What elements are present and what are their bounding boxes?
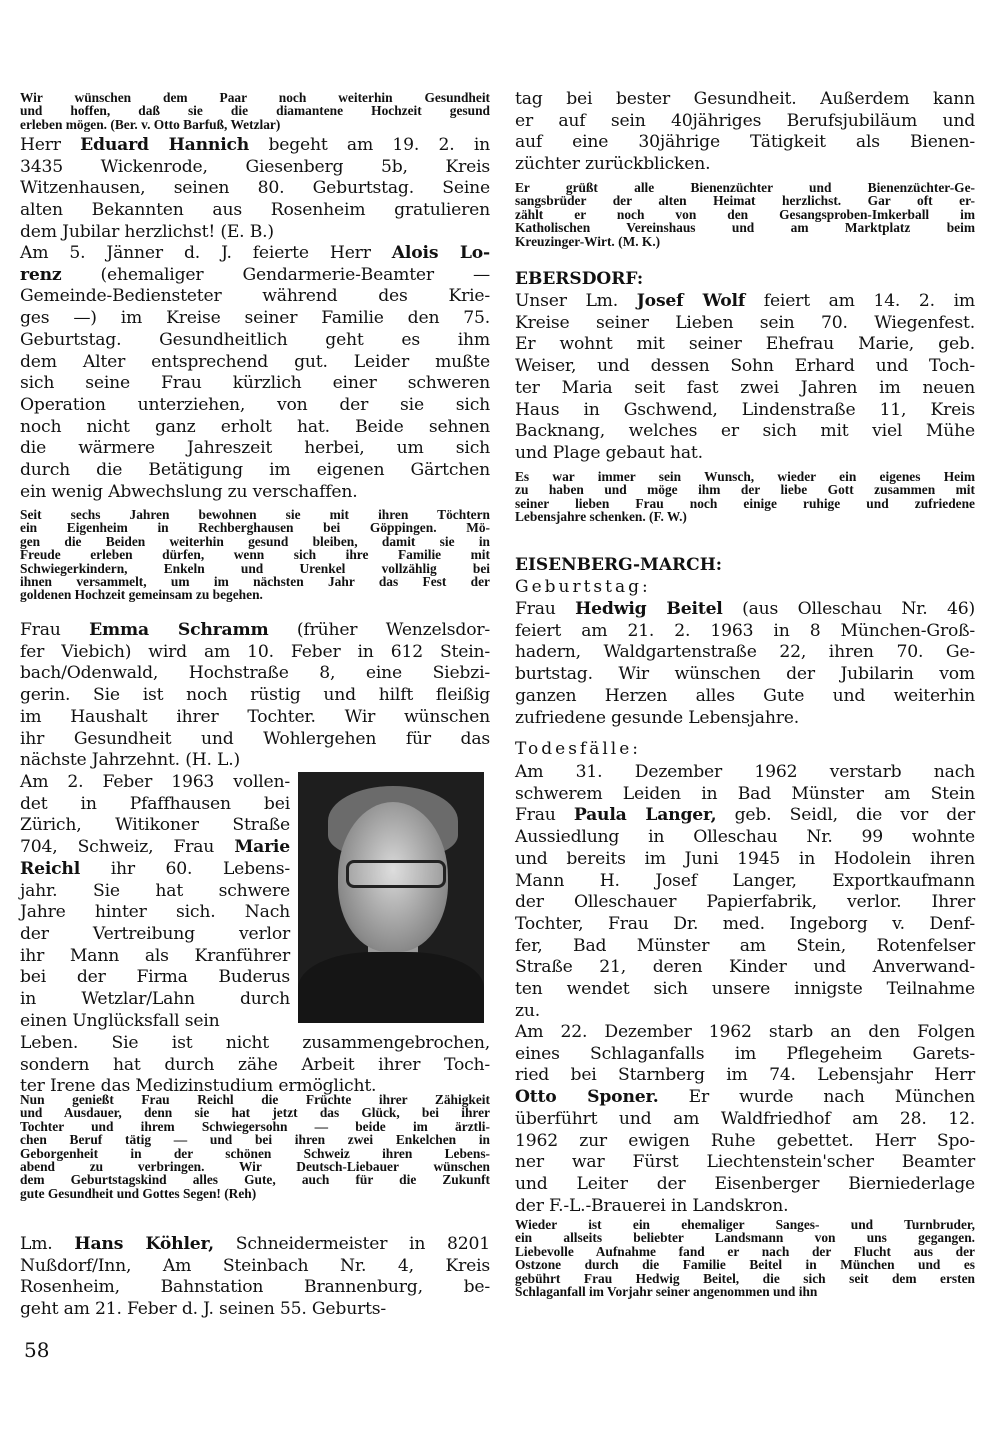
- text-line: [515, 762, 975, 784]
- text-segment: ein Eigenheim in Rechberghausen bei Göppingen. Mö-: [20, 520, 490, 536]
- text-line: [515, 871, 975, 893]
- text-segment: Freude erleben dürfen, wenn sich ihre Familie mit: [20, 547, 490, 563]
- text-line: [515, 1087, 975, 1109]
- text-segment: Zürich, Witikoner Straße: [20, 815, 290, 836]
- text-line: [20, 794, 290, 816]
- text-segment: erleben mögen. (Ber. v. Otto Barfuß, Wetzlar): [20, 116, 281, 132]
- text-line: [20, 620, 490, 642]
- text-line: [515, 181, 975, 194]
- text-line: [515, 111, 975, 133]
- photo-glasses: [346, 860, 446, 888]
- text-line: [515, 1001, 975, 1023]
- paragraph: [20, 620, 490, 772]
- paragraph: [515, 291, 975, 465]
- text-line: [20, 750, 490, 772]
- text-segment: Kreuzinger-Wirt. (M. K.): [515, 233, 661, 249]
- text-line: [515, 1272, 975, 1285]
- text-segment: sich seine Frau kürzlich einer schweren: [20, 373, 490, 394]
- text-line: [20, 1011, 290, 1033]
- text-segment: Lm.: [20, 1234, 75, 1254]
- bold-name: Hans Köhler,: [74, 1234, 214, 1254]
- text-segment: 1962 zur ewigen Ruhe gebettet. Herr Spo-: [515, 1130, 975, 1151]
- text-line: [515, 421, 975, 443]
- text-line: [20, 707, 490, 729]
- text-segment: Mann H. Josef Langer, Exportkaufmann: [515, 870, 975, 891]
- text-line: [515, 356, 975, 378]
- text-segment: Jahre hinter sich. Nach: [20, 902, 290, 923]
- text-line: [515, 827, 975, 849]
- text-segment: ges —) im Kreise seiner Familie den 75.: [20, 308, 490, 329]
- text-segment: gen die Beiden weiterhin gesund bleiben, damit sie in: [20, 533, 490, 549]
- text-segment: feiert am 14. 2. im: [745, 291, 975, 311]
- text-segment: Frau: [515, 805, 574, 826]
- text-segment: der Olleschauer Papierfabrik, verlor. Ihrer: [515, 892, 975, 913]
- text-line: [20, 395, 490, 417]
- text-segment: Er wurde nach München: [658, 1087, 975, 1108]
- text-line: [515, 1022, 975, 1044]
- text-line: [20, 881, 290, 903]
- text-line: [20, 642, 490, 664]
- text-segment: Rosenheim, Bahnstation Brannenburg, be-: [20, 1277, 490, 1298]
- text-segment: Liebevolle Aufnahme fand er nach der Flucht aus der: [515, 1243, 975, 1259]
- text-segment: Haus in Gschwend, Lindenstraße 11, Kreis: [515, 399, 975, 420]
- text-segment: Lebensjahre schenken. (F. W.): [515, 509, 687, 525]
- text-line: [20, 178, 490, 200]
- text-segment: Seit sechs Jahren bewohnen sie mit ihren Töchtern: [20, 507, 490, 522]
- text-line: [20, 157, 490, 179]
- text-segment: Er wohnt mit seiner Ehefrau Marie, geb.: [515, 334, 975, 355]
- text-segment: zufriedene gesunde Lebensjahre.: [515, 707, 799, 728]
- text-line: [20, 521, 490, 534]
- text-segment: Nußdorf/Inn, Am Steinbach Nr. 4, Kreis: [20, 1255, 490, 1276]
- text-line: [20, 859, 290, 881]
- bold-name: Marie: [234, 837, 290, 858]
- text-segment: und hoffen, daß sie die diamantene Hochzeit gesund: [20, 103, 490, 119]
- text-segment: Schwiegerkindern, Enkeln und Urenkel vollzählig bei: [20, 560, 490, 576]
- text-line: [515, 1109, 975, 1131]
- text-segment: geb. Seidl, die vor der: [716, 805, 975, 826]
- text-line: [20, 685, 490, 707]
- text-segment: Leben. Sie ist nicht zusammengebrochen,: [20, 1033, 490, 1053]
- text-line: [515, 599, 975, 621]
- paragraph: [20, 91, 490, 131]
- text-line: [515, 957, 975, 979]
- text-segment: Weiser, und dessen Sohn Erhard und Toch-: [515, 356, 975, 377]
- text-line: [515, 1152, 975, 1174]
- text-line: [515, 221, 975, 234]
- bold-name: Alois Lo-: [391, 243, 490, 263]
- text-segment: Schneidermeister in 8201: [213, 1234, 490, 1254]
- text-segment: Schlaganfall im Vorjahr seiner angenommen und ihn: [515, 1284, 818, 1300]
- text-segment: schwerem Leiden in Bad Münster am Stein: [515, 783, 975, 804]
- text-line: [515, 936, 975, 958]
- text-line: [20, 352, 490, 374]
- text-segment: Frau: [20, 620, 90, 640]
- subsection-heading: [515, 577, 975, 599]
- text-line: [515, 443, 975, 465]
- text-segment: Ostzone durch die Familie Beitel in München und es: [515, 1257, 975, 1273]
- paragraph: [515, 1218, 975, 1298]
- text-line: [20, 815, 290, 837]
- bold-name: renz: [20, 264, 62, 285]
- text-segment: Aussiedlung in Olleschau Nr. 99 wohnte: [515, 827, 975, 848]
- text-segment: und Leiter der Eisenberger Bierniederlage: [515, 1173, 975, 1194]
- text-segment: (aus Olleschau Nr. 46): [722, 599, 976, 619]
- text-line: [20, 1055, 490, 1077]
- text-line: [515, 1044, 975, 1066]
- text-line: [20, 417, 490, 439]
- text-line: [20, 1120, 490, 1133]
- text-segment: Operation unterziehen, von der sie sich: [20, 394, 490, 415]
- text-line: [20, 562, 490, 575]
- bold-name: Reichl: [20, 858, 81, 879]
- text-segment: die wärmere Jahreszeit herbei, um sich: [20, 438, 490, 459]
- text-segment: ihr Mann als Kranführer: [20, 945, 290, 966]
- bold-name: Otto Sponer.: [515, 1087, 659, 1108]
- text-segment: EBERSDORF:: [515, 269, 644, 289]
- text-line: [20, 200, 490, 222]
- paragraph: [20, 1234, 490, 1321]
- paragraph: [20, 135, 490, 244]
- text-line: [20, 1147, 490, 1160]
- text-segment: Tochter und ihrem Schwiegersohn — beide im ärztli-: [20, 1118, 490, 1134]
- text-line: [20, 265, 490, 287]
- text-segment: auf eine 30jährige Tätigkeit als Bienen-: [515, 132, 975, 153]
- text-segment: Wir wünschen dem Paar noch weiterhin Gesundheit: [20, 90, 490, 105]
- text-segment: ter Irene das Medizinstudium ermöglicht.: [20, 1076, 377, 1097]
- text-line: [20, 729, 490, 751]
- text-line: [515, 1131, 975, 1153]
- text-segment: goldenen Hochzeit gemeinsam zu begehen.: [20, 587, 263, 603]
- text-line: [20, 946, 290, 968]
- text-line: [20, 135, 490, 157]
- text-line: [515, 1258, 975, 1271]
- text-line: [20, 438, 490, 460]
- paragraph: [20, 243, 490, 503]
- text-line: [515, 805, 975, 827]
- text-segment: ein allseits beliebter Landsmann von uns gegangen.: [515, 1230, 975, 1246]
- text-line: [20, 1299, 490, 1321]
- text-line: [515, 269, 975, 291]
- text-segment: Nun genießt Frau Reichl die Früchte ihrer Zähigkeit: [20, 1092, 490, 1107]
- text-line: [515, 378, 975, 400]
- text-segment: ihr 60. Lebens-: [80, 858, 290, 879]
- text-line: [20, 118, 490, 131]
- paragraph: [20, 1093, 490, 1200]
- text-segment: gerin. Sie ist noch rüstig und hilft fleißig: [20, 685, 490, 706]
- text-segment: durch die Betätigung im eigenen Gärtchen: [20, 460, 490, 481]
- text-line: [20, 924, 290, 946]
- text-segment: zu haben und möge ihm der liebe Gott zusammen mit: [515, 482, 975, 498]
- text-segment: ten wendet sich unsere innigste Teilnahme: [515, 979, 975, 1000]
- text-segment: dem Alter entsprechend gut. Leider mußte: [20, 351, 490, 372]
- text-line: [20, 967, 290, 989]
- section-heading: [515, 269, 975, 291]
- text-line: [20, 772, 290, 794]
- text-line: [20, 1187, 490, 1200]
- text-line: [515, 849, 975, 871]
- text-line: [20, 1234, 490, 1256]
- text-line: [515, 497, 975, 510]
- text-segment: tag bei bester Gesundheit. Außerdem kann: [515, 89, 975, 109]
- text-line: [20, 588, 490, 601]
- text-segment: und Ausdauer, denn sie hat jetzt das Glück, bei ihrer: [20, 1105, 490, 1121]
- text-line: [20, 91, 490, 104]
- text-segment: und Plage gebaut hat.: [515, 442, 703, 463]
- text-segment: seiner lieben Frau noch einige ruhige und zufriedene: [515, 495, 975, 511]
- paragraph: [20, 508, 490, 602]
- text-line: [515, 400, 975, 422]
- text-segment: sondern hat durch zähe Arbeit ihrer Toch-: [20, 1054, 490, 1075]
- text-segment: fer, Bad Münster am Stein, Rotenfelser: [515, 935, 975, 956]
- text-line: [20, 548, 490, 561]
- text-segment: Wieder ist ein ehemaliger Sanges- und Turnbruder,: [515, 1217, 975, 1232]
- text-line: [20, 535, 490, 548]
- text-line: [515, 914, 975, 936]
- text-line: [20, 1106, 490, 1119]
- text-line: [515, 979, 975, 1001]
- text-segment: sangsbrüder der alten Heimat herzlichst. Gar oft er-: [515, 193, 975, 209]
- text-line: [20, 837, 290, 859]
- text-line: [20, 1093, 490, 1106]
- paragraph: [20, 772, 290, 1032]
- text-line: [515, 313, 975, 335]
- portrait-photo-marie-reichl: [298, 772, 484, 1023]
- bold-name: Eduard Hannich: [80, 135, 250, 155]
- left-column: [20, 0, 490, 1432]
- text-segment: Gemeinde-Bediensteter während des Krie-: [20, 286, 490, 307]
- text-segment: Tochter, Frau Dr. med. Ingeborg v. Denf-: [515, 913, 975, 934]
- text-segment: Kreise seiner Lieben sein 70. Wiegenfest.: [515, 312, 975, 333]
- text-segment: Backnang, welches er sich mit viel Mühe: [515, 421, 975, 442]
- text-line: [515, 708, 975, 730]
- text-line: [20, 104, 490, 117]
- text-line: [515, 89, 975, 111]
- text-line: [515, 194, 975, 207]
- text-line: [20, 373, 490, 395]
- text-line: [515, 235, 975, 248]
- text-line: [515, 208, 975, 221]
- text-segment: begeht am 19. 2. in: [249, 135, 490, 155]
- text-segment: einen Unglücksfall sein: [20, 1010, 220, 1031]
- text-line: [515, 1285, 975, 1298]
- text-segment: (ehemaliger Gendarmerie-Beamter —: [61, 264, 490, 285]
- text-line: [20, 330, 490, 352]
- text-segment: Er grüßt alle Bienenzüchter und Bienenzüchter-Ge-: [515, 180, 975, 195]
- paragraph: [515, 181, 975, 248]
- text-line: [515, 1174, 975, 1196]
- text-line: [515, 334, 975, 356]
- text-line: [20, 1277, 490, 1299]
- text-line: [20, 1173, 490, 1186]
- text-segment: Am 31. Dezember 1962 verstarb nach: [515, 762, 975, 782]
- text-line: [20, 222, 490, 244]
- text-line: [515, 642, 975, 664]
- paragraph: [515, 470, 975, 524]
- text-line: [515, 621, 975, 643]
- paragraph: [515, 762, 975, 1022]
- text-segment: abend zu verbringen. Wir Deutsch-Liebauer wünschen: [20, 1159, 490, 1175]
- text-segment: ihr Gesundheit und Wohlergehen für das: [20, 728, 490, 749]
- text-line: [20, 460, 490, 482]
- text-segment: Es war immer sein Wunsch, wieder ein eigenes Heim: [515, 469, 975, 484]
- text-segment: chen Beruf tätig — und bei ihren zwei Enkelchen in: [20, 1132, 490, 1148]
- text-segment: geht am 21. Feber d. J. seinen 55. Geburts-: [20, 1299, 387, 1320]
- text-line: [20, 1033, 490, 1055]
- paragraph: [515, 1022, 975, 1217]
- text-line: [20, 989, 290, 1011]
- text-segment: det in Pfaffhausen bei: [20, 793, 290, 814]
- text-segment: zu.: [515, 1000, 540, 1021]
- text-segment: ihnen versammelt, um im nächsten Jahr das Fest der: [20, 574, 490, 590]
- paragraph: [20, 1033, 490, 1098]
- bold-name: Paula Langer,: [573, 805, 717, 826]
- text-line: [20, 902, 290, 924]
- paragraph: [515, 89, 975, 176]
- text-segment: Unser Lm.: [515, 291, 637, 311]
- photo-body: [298, 952, 484, 1023]
- text-line: [515, 664, 975, 686]
- text-line: [515, 1218, 975, 1231]
- text-segment: in Wetzlar/Lahn durch: [20, 989, 290, 1010]
- text-line: [515, 577, 975, 599]
- text-line: [20, 1133, 490, 1146]
- text-segment: und bereits im Juni 1945 in Hodolein ihren: [515, 848, 975, 869]
- text-segment: Herr: [20, 135, 81, 155]
- text-line: [20, 575, 490, 588]
- text-line: [515, 1196, 975, 1218]
- text-line: [20, 482, 490, 504]
- text-line: [515, 555, 975, 577]
- text-segment: Geburtstag. Gesundheitlich geht es ihm: [20, 329, 490, 350]
- text-segment: ner war Fürst Liechtenstein'scher Beamter: [515, 1152, 975, 1173]
- text-line: [515, 510, 975, 523]
- text-segment: er auf sein 40jähriges Berufsjubiläum und: [515, 110, 975, 131]
- text-segment: ganzen Herzen alles Gute und weiterhin: [515, 685, 975, 706]
- bold-name: Josef Wolf: [636, 291, 746, 311]
- text-line: [515, 132, 975, 154]
- text-line: [20, 1160, 490, 1173]
- text-line: [515, 154, 975, 176]
- text-segment: eines Schlaganfalls im Pflegeheim Garets-: [515, 1043, 975, 1064]
- paragraph: [515, 599, 975, 729]
- text-segment: noch nicht ganz erholt hat. Beide sehnen: [20, 416, 490, 437]
- text-segment: fer Viebich) wird am 10. Feber in 612 Stein-: [20, 641, 490, 662]
- text-line: [20, 308, 490, 330]
- text-segment: 3435 Wickenrode, Giesenberg 5b, Kreis: [20, 156, 490, 177]
- text-segment: dem Jubilar herzlichst! (E. B.): [20, 221, 274, 242]
- text-line: [515, 1245, 975, 1258]
- text-line: [20, 243, 490, 265]
- text-segment: Frau: [515, 599, 576, 619]
- text-segment: alten Bekannten aus Rosenheim gratulieren: [20, 200, 490, 221]
- text-line: [20, 508, 490, 521]
- text-segment: überführt und am Waldfriedhof am 28. 12.: [515, 1108, 975, 1129]
- text-segment: ein wenig Abwechslung zu verschaffen.: [20, 481, 358, 502]
- text-segment: dem Geburtstagskind alles Gute, auch für die Zukunft: [20, 1172, 490, 1188]
- text-segment: Todesfälle:: [515, 739, 642, 759]
- text-line: [515, 739, 975, 761]
- text-segment: feiert am 21. 2. 1963 in 8 München-Groß-: [515, 620, 975, 641]
- text-line: [515, 892, 975, 914]
- text-line: [515, 470, 975, 483]
- text-segment: zählt er noch von den Gesangsproben-Imkerball im: [515, 206, 975, 222]
- text-line: [515, 483, 975, 496]
- text-segment: Geborgenheit in der schönen Schweiz ihren Lebens-: [20, 1145, 490, 1161]
- text-segment: bach/Odenwald, Hochstraße 8, eine Siebzi-: [20, 663, 490, 684]
- text-segment: der F.-L.-Brauerei in Landskron.: [515, 1195, 789, 1216]
- text-segment: Katholischen Vereinshaus und am Marktplatz beim: [515, 220, 975, 236]
- bold-name: Emma Schramm: [89, 620, 269, 640]
- text-line: [20, 286, 490, 308]
- text-segment: ried bei Starnberg im 74. Lebensjahr Herr: [515, 1065, 975, 1086]
- page-number: 58: [24, 1338, 50, 1362]
- text-segment: Witzenhausen, seinen 80. Geburtstag. Seine: [20, 178, 490, 199]
- text-line: [515, 1231, 975, 1244]
- text-line: [515, 784, 975, 806]
- text-line: [515, 1065, 975, 1087]
- text-segment: Straße 21, deren Kinder und Anverwand-: [515, 957, 975, 978]
- subsection-heading: [515, 739, 975, 761]
- section-heading: [515, 555, 975, 577]
- text-segment: burtstag. Wir wünschen der Jubilarin vom: [515, 664, 975, 685]
- text-line: [515, 686, 975, 708]
- text-segment: gebührt Frau Hedwig Beitel, die sich seit dem ersten: [515, 1270, 975, 1286]
- text-segment: Am 2. Feber 1963 vollen-: [20, 772, 290, 792]
- text-line: [20, 663, 490, 685]
- text-segment: züchter zurückblicken.: [515, 154, 711, 175]
- text-line: [515, 291, 975, 313]
- text-segment: gute Gesundheit und Gottes Segen! (Reh): [20, 1185, 257, 1201]
- text-segment: ter Maria seit fast zwei Jahren im neuen: [515, 377, 975, 398]
- text-line: [20, 1256, 490, 1278]
- text-segment: 704, Schweiz, Frau: [20, 837, 235, 858]
- text-segment: EISENBERG-MARCH:: [515, 555, 723, 575]
- text-segment: nächste Jahrzehnt. (H. L.): [20, 750, 240, 771]
- text-segment: Geburtstag:: [515, 577, 651, 597]
- bold-name: Hedwig Beitel: [575, 599, 723, 619]
- text-segment: der Vertreibung verlor: [20, 923, 290, 944]
- text-segment: Am 22. Dezember 1962 starb an den Folgen: [515, 1022, 975, 1042]
- text-segment: Am 5. Jänner d. J. feierte Herr: [20, 243, 392, 263]
- text-segment: bei der Firma Buderus: [20, 967, 290, 988]
- text-segment: hadern, Waldgartenstraße 22, ihren 70. Ge-: [515, 642, 975, 663]
- text-segment: (früher Wenzelsdor-: [268, 620, 490, 640]
- text-segment: im Haushalt ihrer Tochter. Wir wünschen: [20, 706, 490, 727]
- right-column: [515, 0, 975, 1432]
- text-segment: jahr. Sie hat schwere: [20, 880, 290, 901]
